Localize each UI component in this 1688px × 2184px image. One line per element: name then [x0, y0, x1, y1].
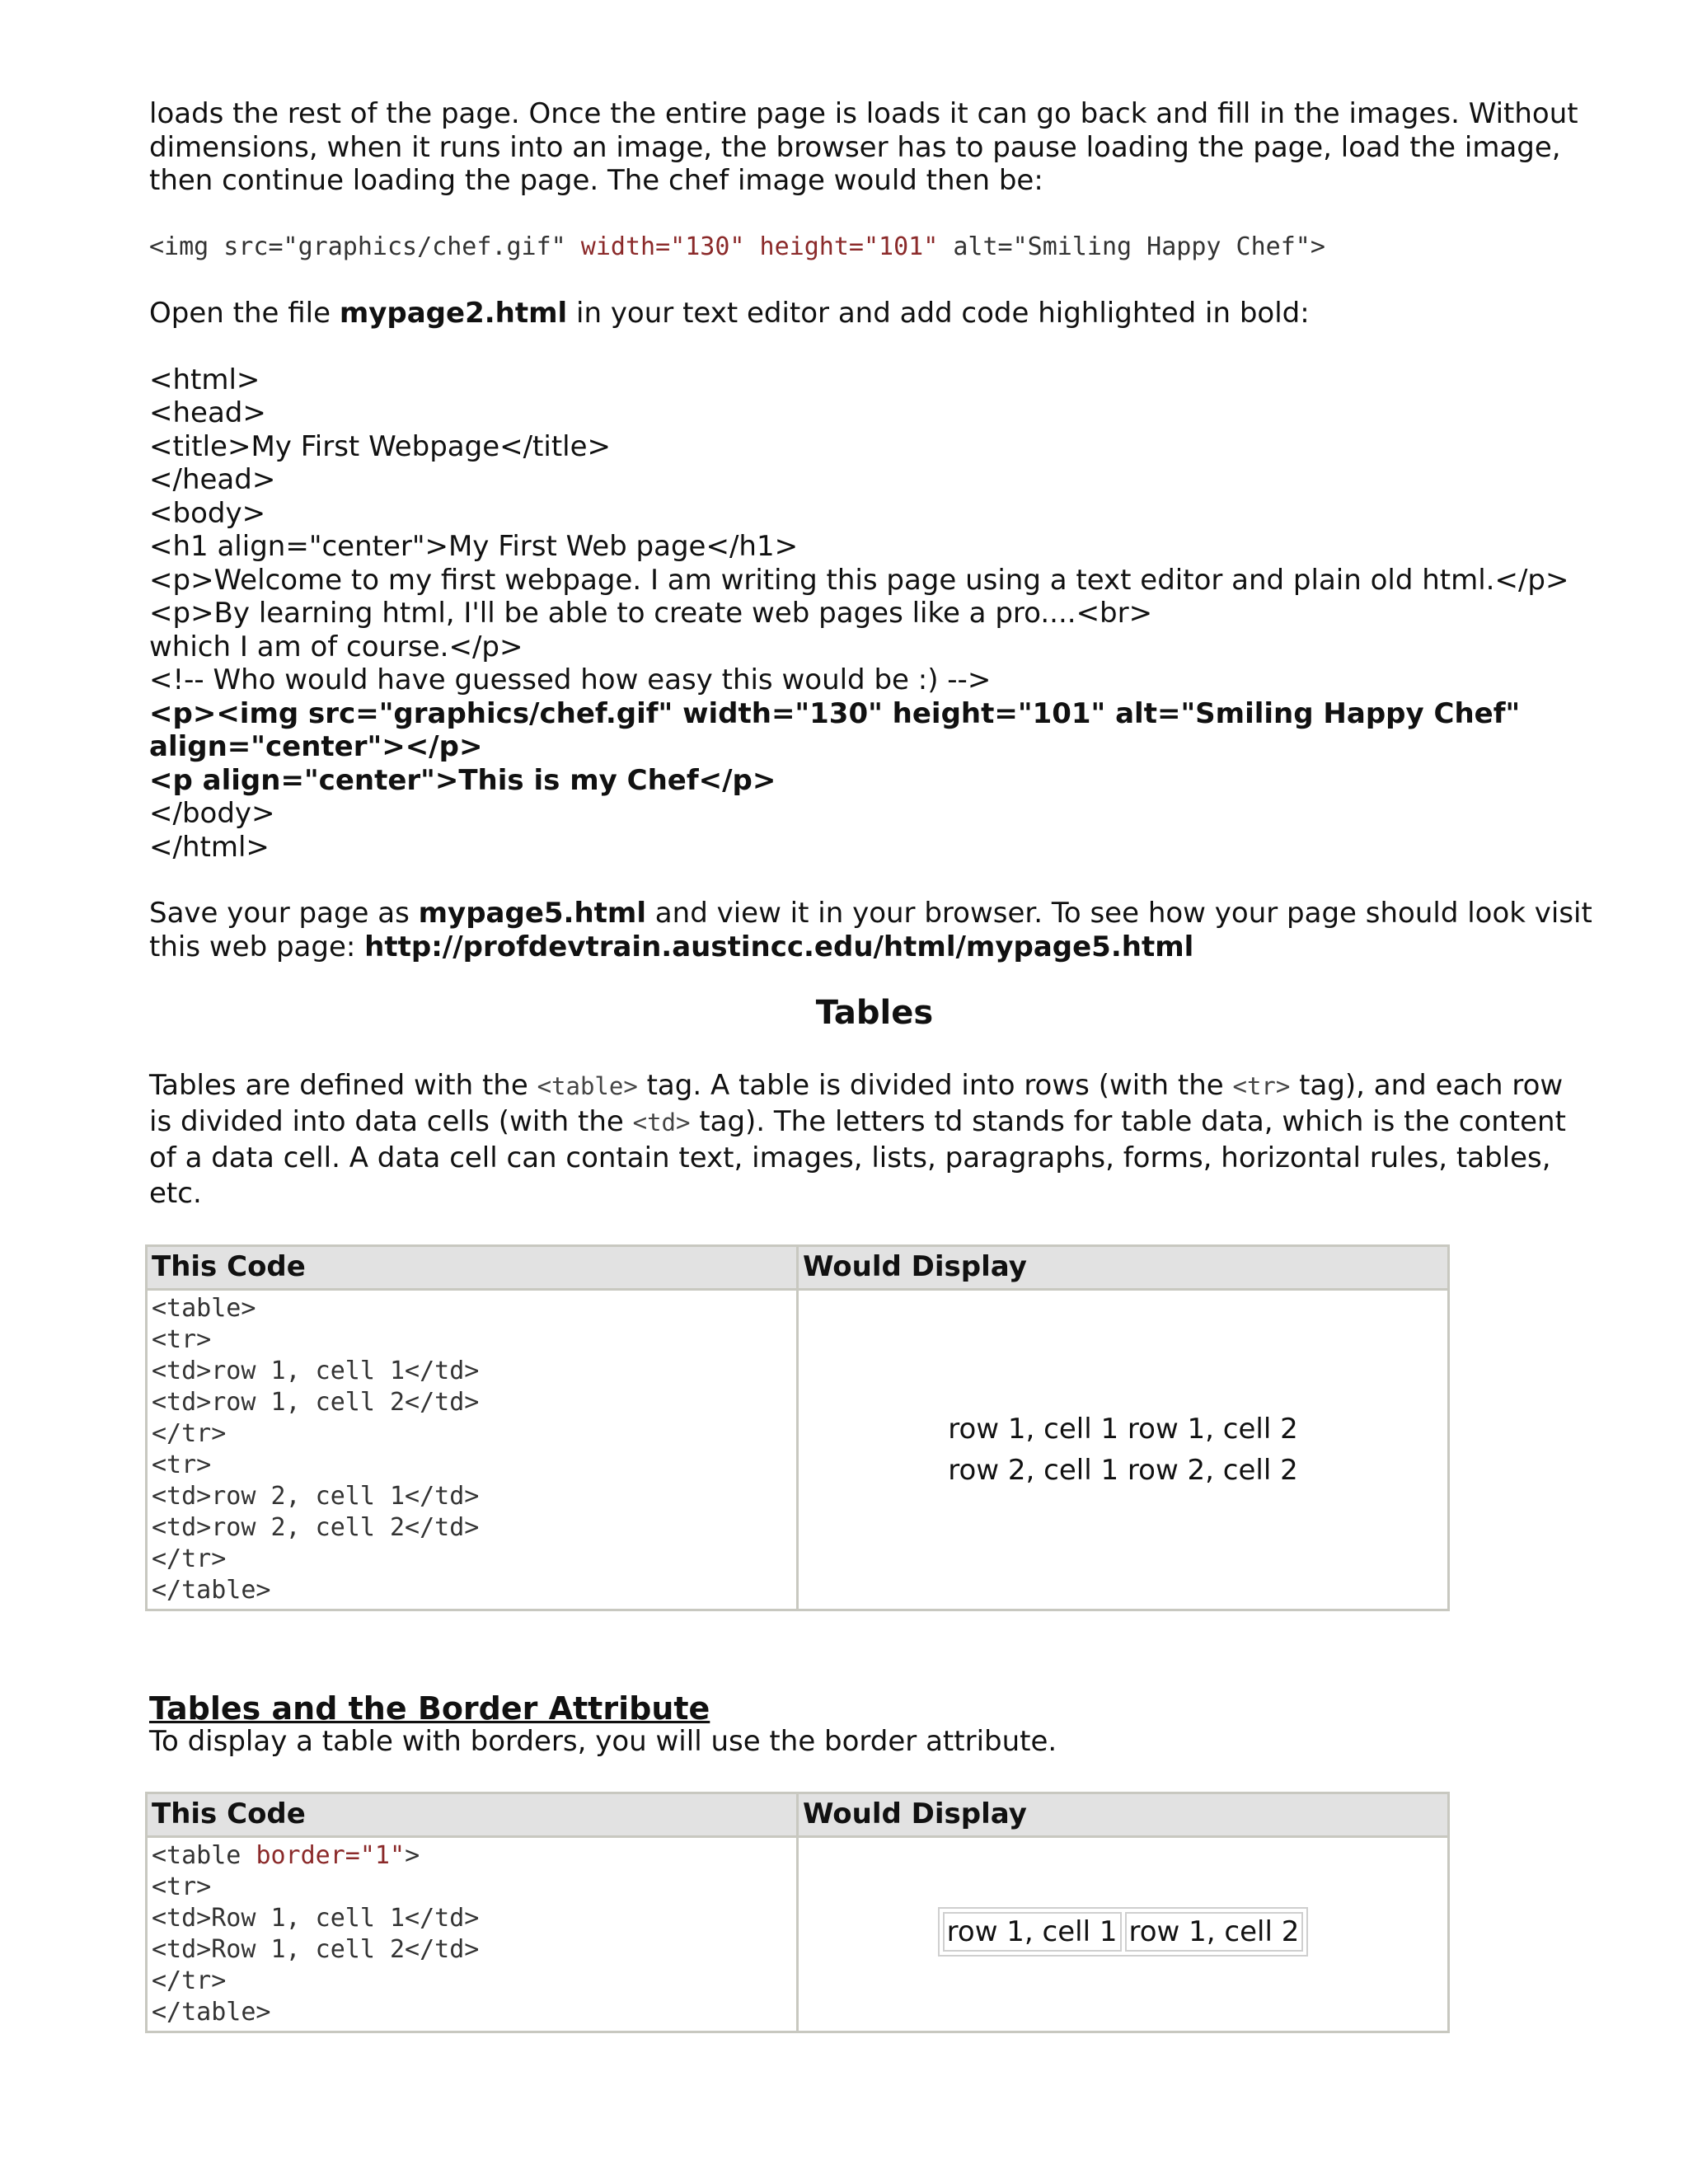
code-space [744, 232, 759, 261]
listing-line: which I am of course.</p> [149, 630, 523, 663]
example-table-border [145, 1792, 1450, 2033]
text: Save your page as [149, 897, 419, 930]
save-instruction-line-2 [149, 930, 1600, 964]
html-listing [149, 363, 1600, 865]
listing-bold-line: <p><img src="graphics/chef.gif" width="130" height="101" alt="Smiling Happy Chef" [149, 696, 1521, 730]
header-would-display: Would Display [798, 1245, 1449, 1289]
rendered-bordered-table [938, 1907, 1309, 1957]
table-header-row [147, 1793, 1449, 1836]
listing-line: <p>By learning html, I'll be able to create web pages like a pro....<br> [149, 597, 1153, 630]
code-text: alt="Smiling Happy Chef"> [938, 232, 1325, 261]
listing-line: <p>Welcome to my first webpage. I am writing this page using a text editor and plain old html.</p> [149, 563, 1569, 597]
code-text: <table [152, 1840, 256, 1870]
listing-comment-line: <!-- Who would have guessed how easy this would be :) --> [149, 663, 992, 696]
listing-line: <title>My First Webpage</title> [149, 429, 612, 463]
table-row [147, 1836, 1449, 2032]
listing-line: </body> [149, 797, 275, 830]
rendered-cell: row 1, cell 1 [948, 1412, 1119, 1446]
example-table-basic [145, 1244, 1450, 1611]
spacer [149, 1212, 1600, 1244]
code-text: > [405, 1840, 420, 1870]
rendered-row [948, 1408, 1298, 1450]
text: this web page: [149, 930, 365, 963]
spacer [149, 864, 1600, 897]
code-attr-border: border="1" [256, 1840, 406, 1870]
text: tag), and each row [1290, 1068, 1564, 1102]
code-attr-height: height="101" [759, 232, 939, 261]
text: in your text editor and add code highlighted in bold: [567, 297, 1310, 330]
code-text: <tr> <td>Row 1, cell 1</td> <td>Row 1, cell 2</td> </tr> </table> [152, 1872, 480, 2027]
spacer [149, 264, 1600, 297]
spacer [149, 330, 1600, 363]
code-cell [147, 1836, 798, 2032]
table-header-row [147, 1245, 1449, 1289]
code-attr-width: width="130" [580, 232, 745, 261]
text: Tables are defined with the [149, 1068, 537, 1102]
paragraph-line: of a data cell. A data cell can contain text, images, lists, paragraphs, forms, horizontal rules, tables, [149, 1141, 1551, 1174]
rendered-cell: row 1, cell 2 [1125, 1912, 1304, 1952]
text: Open the file [149, 297, 340, 330]
display-cell [798, 1289, 1449, 1610]
subheading-border-attribute: Tables and the Border Attribute [149, 1690, 710, 1727]
listing-bold-line: <p align="center">This is my Chef</p> [149, 763, 776, 797]
rendered-cell: row 1, cell 1 [943, 1912, 1122, 1952]
table-row [147, 1289, 1449, 1610]
rendered-table [948, 1408, 1298, 1491]
intro-line-1: loads the rest of the page. Once the entire page is loads it can go back and fill in the images. Without [149, 97, 1578, 130]
open-file-instruction [149, 297, 1600, 330]
code-cell: <table> <tr> <td>row 1, cell 1</td> <td>row 1, cell 2</td> </tr> <tr> <td>row 2, cell 1</td> <td>row 2, cell 2</td> </tr> </table> [147, 1289, 798, 1610]
text: is divided into data cells (with the [149, 1104, 633, 1138]
listing-line: </html> [149, 830, 270, 864]
listing-line: <head> [149, 396, 266, 429]
display-cell [798, 1836, 1449, 2032]
text: tag. A table is divided into rows (with the [637, 1068, 1233, 1102]
filename: mypage2.html [339, 297, 568, 330]
paragraph-line: etc. [149, 1176, 202, 1210]
header-this-code: This Code [147, 1245, 798, 1289]
filename: mypage5.html [418, 897, 646, 930]
section-title-tables: Tables [815, 994, 934, 1032]
inline-code: <tr> [1232, 1071, 1291, 1100]
header-this-code: This Code [147, 1793, 798, 1836]
inline-code: <table> [537, 1071, 638, 1100]
rendered-cell: row 2, cell 1 [948, 1453, 1119, 1487]
chef-img-code [149, 231, 1600, 265]
rendered-row [948, 1450, 1298, 1491]
listing-bold-line: align="center"></p> [149, 730, 483, 763]
spacer [149, 1611, 1600, 1692]
paragraph-line [149, 1104, 1600, 1141]
text: and view it in your browser. To see how your page should look visit [646, 897, 1592, 930]
rendered-cell: row 2, cell 2 [1127, 1453, 1298, 1487]
listing-line: <html> [149, 363, 260, 396]
text: tag). The letters td stands for table data, which is the content [690, 1104, 1566, 1138]
document-body [149, 97, 1600, 2033]
inline-code: <td> [632, 1108, 691, 1137]
listing-line: </head> [149, 463, 276, 496]
intro-line-3: then continue loading the page. The chef image would then be: [149, 164, 1043, 197]
rendered-row [943, 1912, 1304, 1952]
tables-intro-paragraph [149, 1068, 1600, 1212]
listing-line: <h1 align="center">My First Web page</h1> [149, 530, 799, 563]
header-would-display: Would Display [798, 1793, 1449, 1836]
example-url: http://profdevtrain.austincc.edu/html/mypage5.html [364, 930, 1194, 963]
intro-line-2: dimensions, when it runs into an image, the browser has to pause loading the page, load the image, [149, 130, 1561, 164]
save-instruction [149, 897, 1600, 930]
code-text: <img src="graphics/chef.gif" [149, 232, 581, 261]
border-section-text: To display a table with borders, you will use the border attribute. [149, 1725, 1057, 1758]
rendered-cell: row 1, cell 2 [1127, 1412, 1298, 1446]
spacer [149, 1759, 1600, 1792]
listing-line: <body> [149, 496, 266, 530]
paragraph-line [149, 1068, 1600, 1104]
